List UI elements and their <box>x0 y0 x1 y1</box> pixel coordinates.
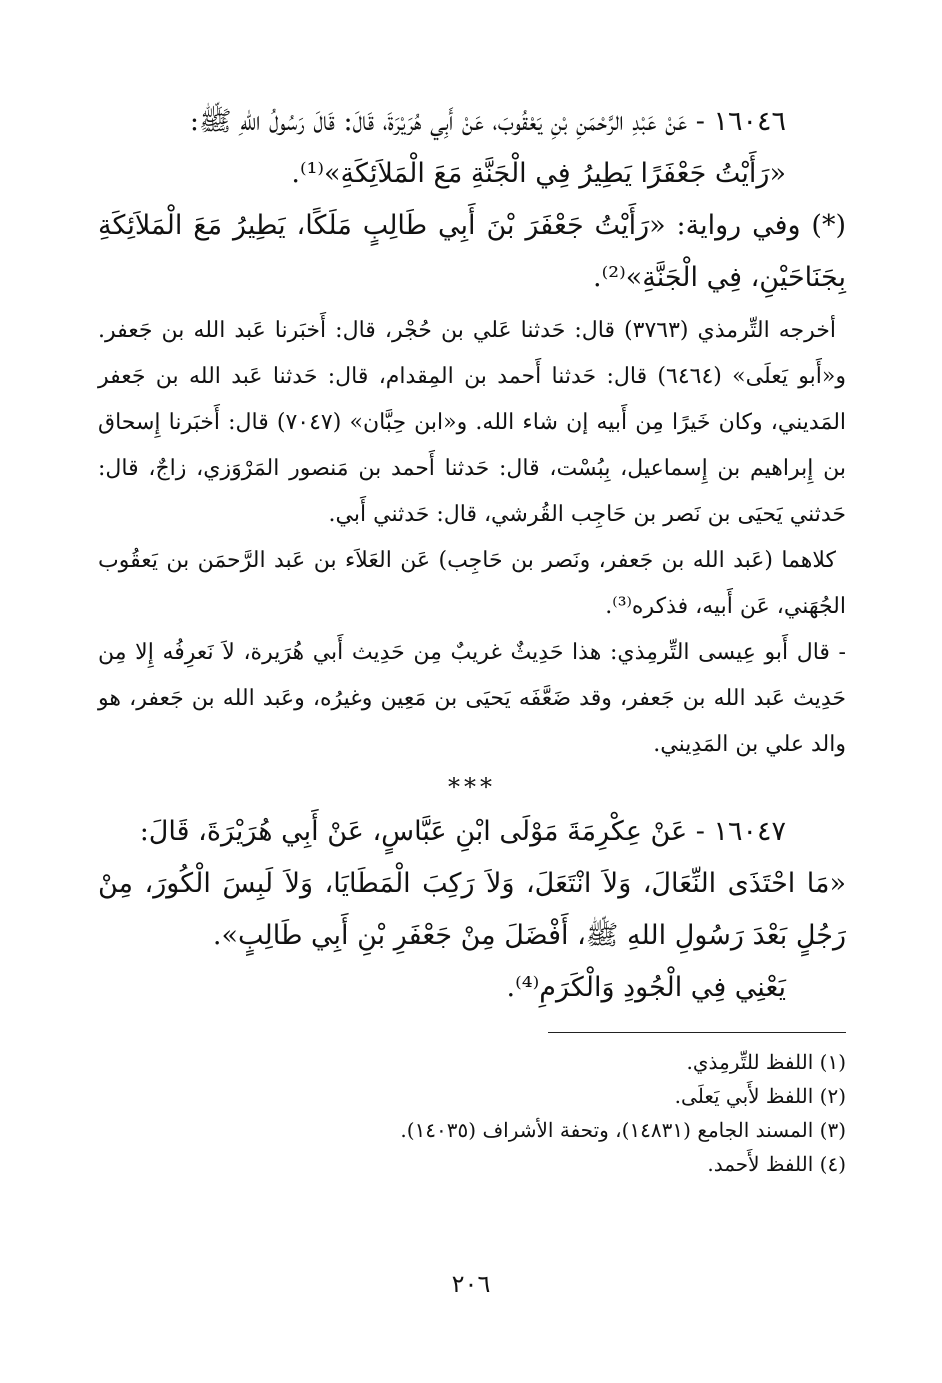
hadith-16046-tirmidhi-comment: - قال أَبو عِيسى التِّرمِذي: هذا حَدِيثٌ غريبٌ مِن حَدِيث أَبي هُرَيرة، لاَ نَعرِفُه إِلا مِن حَدِيث عَبد الله بن جَعفر، وقد ضَعَّفَه يَحيَى بن مَعِين وغيرُه، وعَبد الله بن جَعفر، هو والد علي بن المَدِيني. <box>98 640 846 757</box>
footnote-4: (٤) اللفظ لأَحمد. <box>707 1152 846 1176</box>
footnotes-list <box>98 1045 846 1181</box>
page-number: ٢٠٦ <box>451 1270 491 1298</box>
hadith-16046-heading: ١٦٠٤٦ - عَنْ عَبْدِ الرَّحْمَنِ بْنِ يَعْقُوبَ، عَنْ أَبِي هُرَيْرَةَ، قَالَ: قَالَ رَسُولُ اللهِ ﷺ: <box>189 106 786 137</box>
section-separator: *** <box>448 773 496 801</box>
footnote-2: (٢) اللفظ لأَبي يَعلَى. <box>674 1084 846 1108</box>
hadith-16046-takhrij: أخرجه التِّرمذي (٣٧٦٣) قال: حَدثنا عَلي بن حُجْر، قال: أَخبَرنا عَبد الله بن جَعفر. و«أَبو يَعلَى» (٦٤٦٤) قال: حَدثنا أَحمد بن المِقدام، قال: حَدثنا عَبد الله بن جَعفر المَديني، وكان خَيرًا مِن أَبيه إن شاء الله. و«ابن حِبَّان» (٧٠٤٧) قال: أَخبَرنا إِسحاق بن إِبراهيم بن إِسماعيل، بِبُسْت، قال: حَدثنا أَحمد بن مَنصور المَرْوَزي، زاجٌ، قال: حَدثني يَحيَى بن نَصر بن حَاجِب القُرشي، قال: حَدثني أَبي. <box>98 318 847 527</box>
hadith-16047-explanation: يَعْنِي فِي الْجُودِ وَالْكَرَمِ⁽⁴⁾. <box>506 972 786 1003</box>
footnote-1: (١) اللفظ للتِّرمِذي. <box>686 1050 846 1074</box>
hadith-16047-matn: «مَا احْتَذَى النِّعَالَ، وَلاَ انْتَعَلَ، وَلاَ رَكِبَ الْمَطَايَا، وَلاَ لَبِسَ الْكُورَ، مِنْ رَجُلٍ بَعْدَ رَسُولِ اللهِ ﷺ، أَفْضَلَ مِنْ جَعْفَرِ بْنِ أَبِي طَالِبٍ». <box>98 868 846 951</box>
hadith-16046-matn: «رَأَيْتُ جَعْفَرًا يَطِيرُ فِي الْجَنَّةِ مَعَ الْمَلاَئِكَةِ»⁽¹⁾. <box>291 158 786 189</box>
page-body <box>98 96 846 1181</box>
hadith-16046-kilahuma: كلاهما (عَبد الله بن جَعفر، ونَصر بن حَاجِب) عَن العَلاَء بن عَبد الرَّحمَن بن يَعقُوب الجُهَني، عَن أَبيه، فذكره⁽³⁾. <box>98 548 846 619</box>
footnote-3: (٣) المسند الجامع (١٤٨٣١)، وتحفة الأشراف (١٤٠٣٥). <box>400 1118 846 1142</box>
hadith-16046-riwaya: (*) وفي رواية: «رَأَيْتُ جَعْفَرَ بْنَ أَبِي طَالِبٍ مَلَكًا، يَطِيرُ مَعَ الْمَلاَئِكَةِ بِجَنَاحَيْنِ، فِي الْجَنَّةِ»⁽²⁾. <box>98 210 846 293</box>
footnote-divider <box>548 1032 846 1033</box>
hadith-16047-heading: ١٦٠٤٧ - عَنْ عِكْرِمَةَ مَوْلَى ابْنِ عَبَّاسٍ، عَنْ أَبِي هُرَيْرَةَ، قَالَ: <box>139 816 786 847</box>
